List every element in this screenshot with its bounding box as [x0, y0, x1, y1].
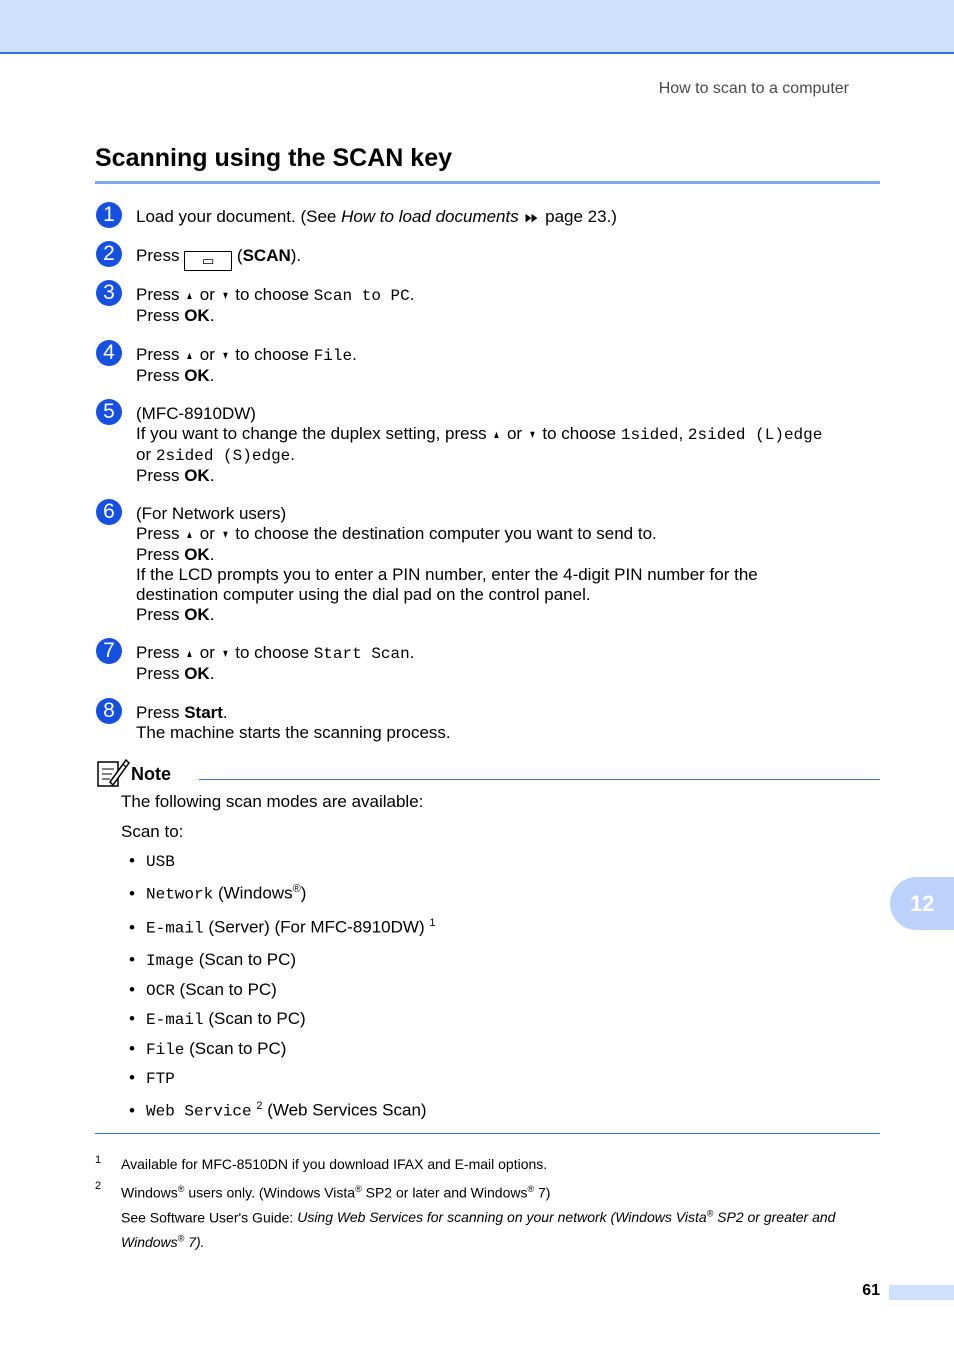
menu-option: File	[313, 347, 353, 365]
registered-mark: ®	[706, 1208, 714, 1219]
text: Press	[136, 466, 185, 485]
menu-option: Scan to PC	[313, 287, 410, 305]
result-text: The machine starts the scanning process.	[136, 723, 451, 742]
step-number: 6	[96, 499, 122, 525]
text: or	[195, 345, 220, 364]
scan-mode: OCR	[146, 982, 175, 1000]
bullet-dot: •	[129, 980, 135, 999]
down-arrow-icon: ▼	[221, 290, 229, 302]
text: .	[209, 366, 215, 385]
text: .	[209, 466, 215, 485]
text: Press	[136, 285, 185, 304]
text: to choose	[537, 424, 621, 443]
step-text	[136, 504, 758, 625]
step-number: 8	[96, 698, 122, 724]
bullet-dot: •	[129, 1009, 135, 1028]
pin-instruction-cont: destination computer using the dial pad on the control panel.	[136, 585, 591, 604]
step-number: 3	[96, 280, 122, 306]
page-title: Scanning using the SCAN key	[95, 144, 453, 172]
text: .	[209, 664, 215, 683]
list-item	[129, 851, 175, 871]
footnote-ref[interactable]: 1	[429, 917, 436, 929]
step-text	[136, 207, 617, 228]
ok-key-label: OK	[184, 306, 210, 325]
text: (Scan to PC)	[184, 1039, 287, 1058]
text: users only. (Windows Vista	[184, 1184, 356, 1201]
list-item	[129, 917, 435, 938]
bullet-dot: •	[129, 851, 135, 870]
ok-key-label: OK	[184, 664, 210, 683]
bullet-dot: •	[129, 1100, 135, 1120]
text: to choose	[230, 285, 314, 304]
list-item	[129, 1039, 286, 1059]
down-arrow-icon: ▼	[221, 350, 229, 362]
text: Load your document. (See	[136, 207, 342, 226]
footnote-1: Available for MFC-8510DN if you download IFAX and E-mail options.	[121, 1156, 548, 1172]
bullet-dot: •	[129, 883, 135, 903]
text: 7).	[184, 1233, 205, 1250]
header-band	[0, 0, 954, 54]
text: or	[502, 424, 527, 443]
text: Press	[136, 643, 185, 662]
pin-instruction: If the LCD prompts you to enter a PIN number, enter the 4-digit PIN number for the	[136, 565, 758, 584]
registered-mark: ®	[177, 1184, 185, 1194]
note-intro: The following scan modes are available:	[121, 792, 424, 811]
list-item	[129, 1068, 175, 1088]
text: Press	[136, 246, 185, 265]
bullet-dot: •	[129, 1068, 135, 1087]
step-text	[136, 246, 301, 271]
text: (Windows	[213, 883, 293, 903]
bullet-dot: •	[129, 917, 135, 937]
scan-mode: E-mail	[146, 1011, 204, 1029]
up-arrow-icon: ▲	[185, 290, 194, 302]
text: Press	[136, 306, 185, 325]
menu-option: 1sided	[620, 426, 679, 444]
text: page 23.)	[540, 207, 617, 226]
text: to choose	[230, 345, 314, 364]
scan-mode: File	[146, 1041, 185, 1059]
text: or	[195, 524, 220, 543]
down-arrow-icon: ▼	[528, 429, 537, 441]
text: See Software User's Guide:	[121, 1209, 298, 1226]
text: (	[232, 246, 243, 265]
list-item	[129, 980, 277, 1000]
scan-mode: E-mail	[146, 919, 204, 938]
text: .	[352, 345, 357, 364]
scan-mode: Network	[146, 885, 214, 904]
note-bottom-rule	[95, 1133, 880, 1134]
registered-mark: ®	[177, 1233, 185, 1244]
text: Press	[136, 664, 185, 683]
text: Press	[136, 545, 185, 564]
list-item	[129, 1009, 306, 1029]
menu-option: Start Scan	[313, 645, 410, 663]
text: (Web Services Scan)	[262, 1100, 427, 1120]
text: (Scan to PC)	[203, 1009, 306, 1028]
step-number: 2	[96, 241, 122, 267]
note-rule	[199, 779, 880, 780]
text: (Scan to PC)	[194, 950, 297, 969]
up-arrow-icon: ▲	[185, 529, 194, 541]
user-type-note: (For Network users)	[136, 504, 287, 523]
running-head: How to scan to a computer	[658, 80, 849, 97]
text: .	[209, 545, 215, 564]
scan-to-label: Scan to:	[121, 822, 184, 841]
text: If you want to change the duplex setting, press	[136, 424, 492, 443]
menu-option: 2sided (S)edge	[155, 447, 291, 465]
text: .	[209, 605, 215, 624]
ok-key-label: OK	[184, 605, 210, 624]
scan-mode: Web Service	[146, 1102, 252, 1121]
text: to choose the destination computer you want to send to.	[230, 524, 657, 543]
step-text	[136, 285, 414, 326]
page-number: 61	[862, 1282, 880, 1299]
text: Windows	[121, 1233, 178, 1250]
guide-reference-link-cont[interactable]	[121, 1234, 205, 1250]
text: or	[195, 643, 220, 662]
text: SP2 or later and Windows	[361, 1184, 528, 1201]
ok-key-label: OK	[184, 366, 210, 385]
step-number: 5	[96, 399, 122, 425]
text: Press	[136, 345, 185, 364]
text: 7)	[534, 1184, 551, 1201]
start-key-label: Start	[184, 703, 223, 722]
step-text	[136, 643, 414, 684]
cross-reference-link[interactable]: How to load documents	[341, 207, 519, 226]
step-number: 4	[96, 340, 122, 366]
scan-mode: FTP	[146, 1070, 175, 1088]
text: to choose	[230, 643, 314, 662]
footnote-number: 1	[95, 1154, 102, 1166]
text: (Scan to PC)	[174, 980, 277, 999]
scan-mode: USB	[146, 853, 175, 871]
text: ).	[290, 246, 302, 265]
step-number: 7	[96, 638, 122, 664]
scan-mode: Image	[146, 952, 195, 970]
list-item	[129, 1100, 427, 1121]
text: or	[136, 445, 156, 464]
text: Press	[136, 605, 185, 624]
registered-mark: ®	[292, 883, 301, 895]
up-arrow-icon: ▲	[492, 429, 501, 441]
list-item	[129, 950, 296, 970]
footnote-number: 2	[95, 1180, 102, 1192]
ok-key-label: OK	[184, 466, 210, 485]
text: Press	[136, 366, 185, 385]
bullet-dot: •	[129, 950, 135, 969]
double-arrow-icon: ▶▶	[526, 212, 538, 224]
text: ,	[678, 424, 688, 443]
text: Windows	[121, 1184, 178, 1201]
text: Press	[136, 703, 185, 722]
model-note: (MFC-8910DW)	[136, 404, 256, 423]
list-item	[129, 883, 306, 904]
page-number-bar	[889, 1285, 954, 1300]
bullet-dot: •	[129, 1039, 135, 1058]
text: .	[409, 643, 415, 662]
down-arrow-icon: ▼	[221, 529, 229, 541]
text: .	[209, 306, 215, 325]
step-number: 1	[96, 202, 122, 228]
text: Press	[136, 524, 185, 543]
text: .	[290, 445, 295, 464]
text: or	[195, 285, 220, 304]
step-text	[136, 703, 451, 743]
step-text	[136, 404, 822, 486]
up-arrow-icon: ▲	[185, 648, 194, 660]
title-rule	[95, 181, 880, 184]
step-text	[136, 345, 357, 386]
text: Using Web Services for scanning on your network (Windows Vista	[297, 1209, 707, 1226]
menu-option: 2sided (L)edge	[687, 426, 823, 444]
note-heading: Note	[131, 764, 171, 784]
scan-key-icon: ▭	[184, 251, 232, 271]
text: SP2 or greater and	[713, 1209, 836, 1226]
guide-reference-link[interactable]	[297, 1209, 835, 1225]
footnote-2	[121, 1179, 835, 1253]
ok-key-label: OK	[184, 545, 210, 564]
up-arrow-icon: ▲	[185, 350, 194, 362]
note-pencil-icon	[96, 756, 130, 790]
text: )	[300, 883, 307, 903]
registered-mark: ®	[355, 1184, 362, 1194]
registered-mark: ®	[527, 1184, 535, 1194]
text: .	[222, 703, 228, 722]
text: (Server) (For MFC-8910DW)	[203, 917, 430, 937]
down-arrow-icon: ▼	[221, 648, 229, 660]
footnote-ref[interactable]: 2	[256, 1100, 263, 1112]
text: .	[409, 285, 415, 304]
chapter-tab[interactable]: 12	[890, 877, 954, 930]
scan-key-label: SCAN	[242, 246, 291, 265]
